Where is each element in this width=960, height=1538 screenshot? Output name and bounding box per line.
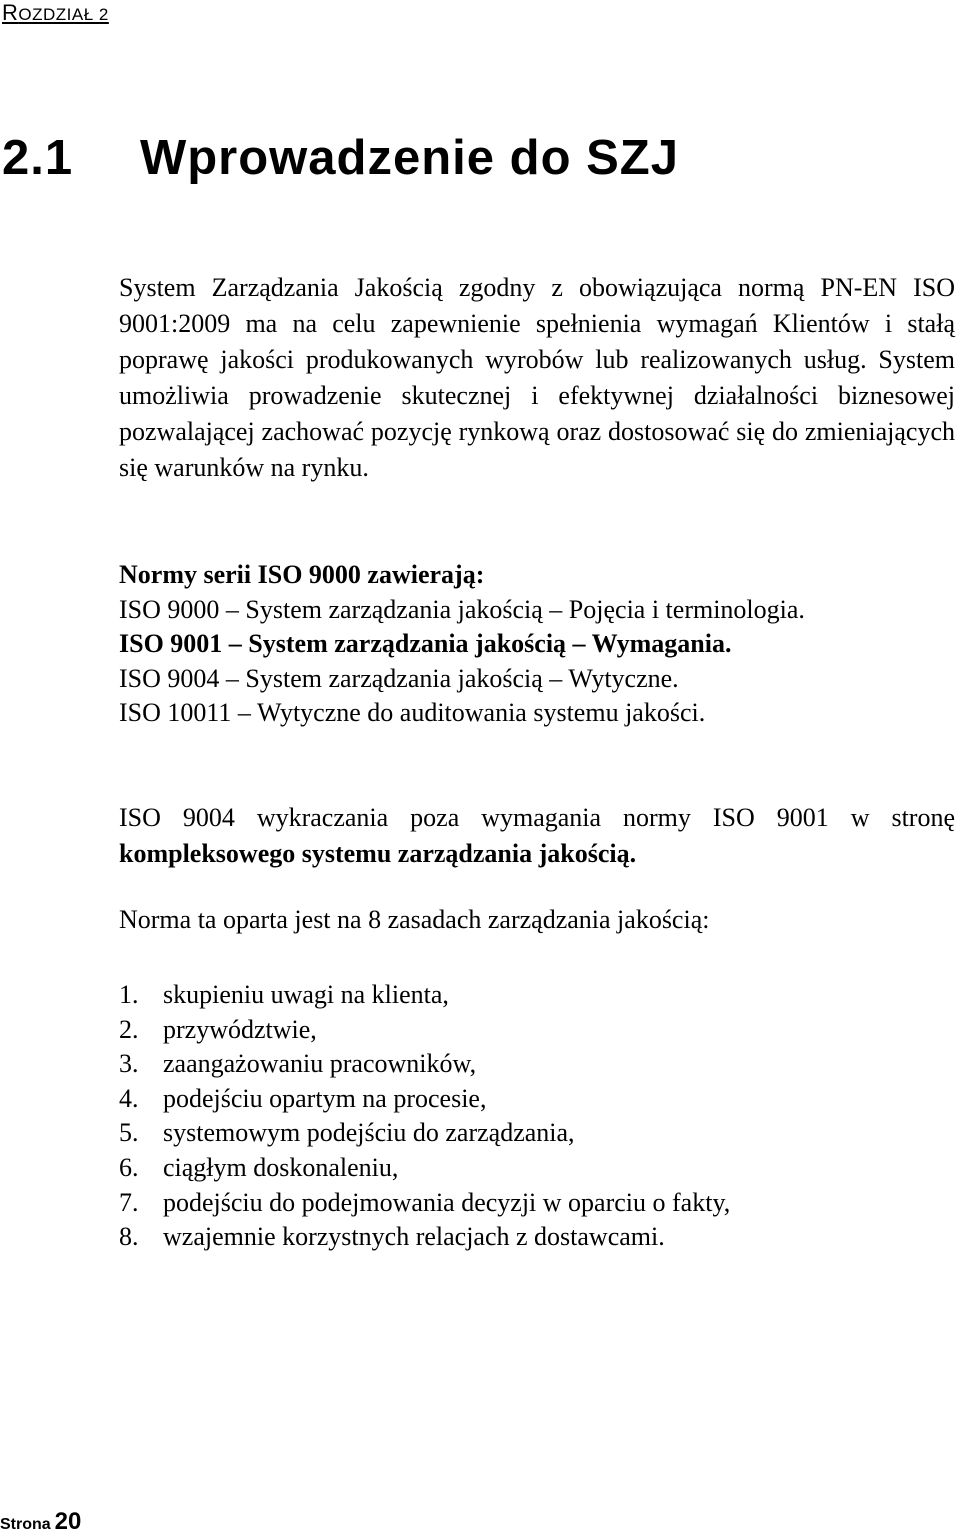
iso9004-text: ISO 9004 wykraczania poza wymagania normy ISO 9001 w stronę	[119, 803, 955, 832]
list-item	[119, 1116, 955, 1151]
list-item	[119, 1186, 955, 1221]
section-title: Wprowadzenie do SZJ	[140, 131, 679, 185]
chapter-header	[2, 0, 109, 26]
intro-paragraph: System Zarządzania Jakością zgodny z obowiązująca normą PN-EN ISO 9001:2009 ma na celu zapewnienie spełnienia wymagań Klientów i stałą poprawę jakości produkowanych wyrobów lub realizowanych usług. System umożliwia prowadzenie skutecznej i efektywnej działalności biznesowej pozwalającej zachować pozycję rynkową oraz dostosować się do zmieniających się warunków na rynku.	[119, 273, 955, 482]
list-text: przywództwie,	[163, 1014, 317, 1044]
list-text: podejściu do podejmowania decyzji w oparciu o fakty,	[163, 1187, 731, 1217]
chapter-initial: R	[2, 0, 19, 25]
norm-item: ISO 9001 – System zarządzania jakością – Wymagania.	[119, 629, 732, 658]
norm-item: ISO 9004 – System zarządzania jakością – Wytyczne.	[119, 663, 679, 693]
chapter-label: OZDZIAŁ 2	[18, 5, 109, 24]
iso9004-paragraph	[119, 800, 955, 872]
list-text: podejściu opartym na procesie,	[163, 1083, 487, 1113]
list-text: wzajemnie korzystnych relacjach z dostawcami.	[163, 1222, 665, 1252]
norms-list	[119, 558, 955, 731]
list-item	[119, 1082, 955, 1117]
iso9004-emphasis: kompleksowego systemu zarządzania jakością.	[119, 839, 637, 868]
page-footer	[0, 1508, 81, 1536]
section-number: 2.1	[2, 131, 74, 185]
list-number: 5.	[119, 1118, 139, 1148]
list-item	[119, 1013, 955, 1048]
list-item	[119, 978, 955, 1013]
list-number: 2.	[119, 1014, 139, 1044]
list-number: 8.	[119, 1222, 139, 1252]
section-heading	[2, 130, 679, 186]
norms-lead: Normy serii ISO 9000 zawierają:	[119, 560, 485, 589]
norm-item: ISO 10011 – Wytyczne do auditowania systemu jakości.	[119, 698, 706, 727]
list-text: ciągłym doskonaleniu,	[163, 1152, 399, 1182]
list-number: 6.	[119, 1152, 139, 1182]
list-item	[119, 1220, 955, 1255]
list-number: 7.	[119, 1187, 139, 1217]
list-item	[119, 1151, 955, 1186]
list-text: zaangażowaniu pracowników,	[163, 1049, 477, 1079]
list-number: 3.	[119, 1049, 139, 1079]
list-text: systemowym podejściu do zarządzania,	[163, 1118, 575, 1148]
principles-list	[119, 978, 955, 1255]
page-label: Strona	[0, 1516, 51, 1533]
list-item	[119, 1047, 955, 1082]
list-number: 4.	[119, 1083, 139, 1113]
page-number: 20	[54, 1508, 82, 1535]
norm-item: ISO 9000 – System zarządzania jakością – Pojęcia i terminologia.	[119, 594, 805, 624]
principles-intro: Norma ta oparta jest na 8 zasadach zarządzania jakością:	[119, 905, 710, 934]
list-text: skupieniu uwagi na klienta,	[163, 980, 449, 1009]
list-number: 1.	[119, 980, 139, 1009]
